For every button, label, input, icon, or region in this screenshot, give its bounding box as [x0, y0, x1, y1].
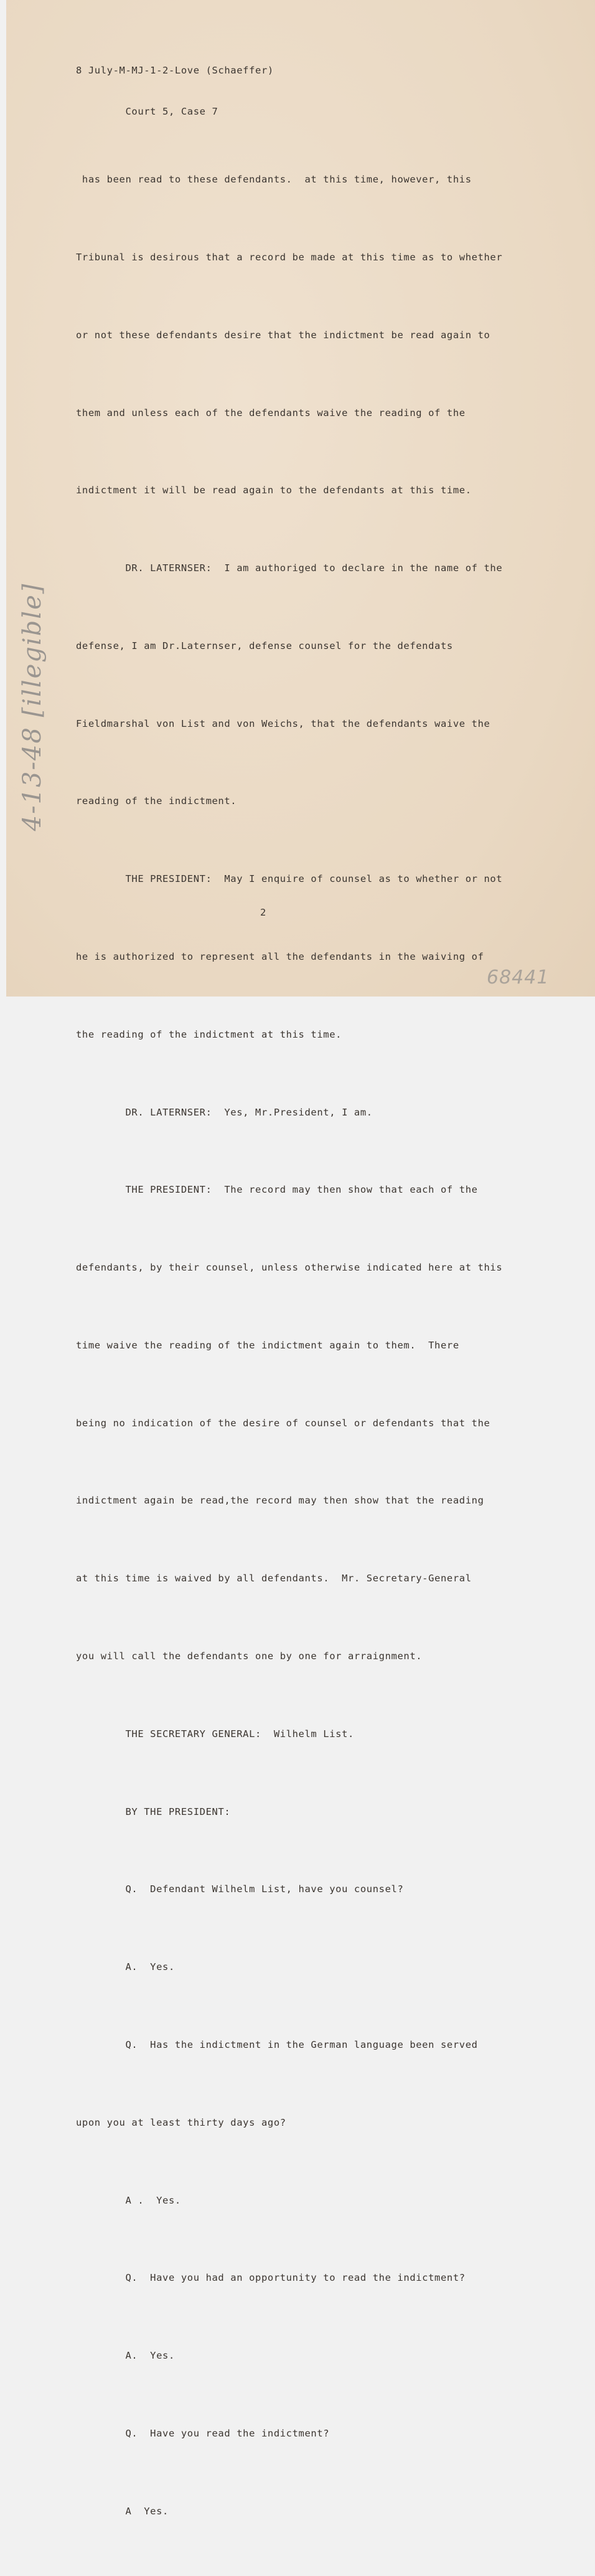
text-line: being no indication of the desire of counsel or defendants that the [76, 1417, 490, 1429]
text-line: reading of the indictment. [76, 795, 237, 807]
text-line: BY THE PRESIDENT: [76, 1806, 231, 1817]
text-line: A. Yes. [76, 2350, 175, 2362]
text-line: DR. LATERNSER: I am authoriged to declare in the name of the [76, 562, 503, 574]
text-line: or not these defendants desire that the indictment be read again to [76, 329, 490, 341]
text-line: Q. Defendant Wilhelm List, have you counsel? [76, 1883, 404, 1895]
text-line: the reading of the indictment at this time. [76, 1028, 342, 1040]
archive-stamp-number: 68441 [487, 967, 550, 988]
text-line: THE PRESIDENT: The record may then show that each of the [76, 1184, 478, 1196]
text-line: at this time is waived by all defendants. Mr. Secretary-General [76, 1573, 472, 1584]
text-line: time waive the reading of the indictment again to them. There [76, 1339, 459, 1351]
transcript-body [76, 115, 502, 2576]
text-line: indictment again be read,the record may then show that the reading [76, 1495, 484, 1507]
text-line: has been read to these defendants. at this time, however, this [76, 174, 472, 186]
handwritten-margin-note: 4-13-48 [illegible] [18, 582, 47, 831]
text-line: THE PRESIDENT: May I enquire of counsel as to whether or not [76, 873, 503, 885]
header-line-1: 8 July-M-MJ-1-2-Love (Schaeffer) [76, 65, 274, 76]
text-line: Tribunal is desirous that a record be made at this time as to whether [76, 251, 503, 263]
text-line: A. Yes. [76, 1961, 175, 1973]
header-line-2: Court 5, Case 7 [76, 106, 218, 117]
document-page [6, 0, 595, 2517]
text-line: upon you at least thirty days ago? [76, 2116, 286, 2128]
text-line: Q. Has the indictment in the German language been served [76, 2039, 478, 2050]
text-line: A Yes. [76, 2505, 169, 2517]
text-line: Q. Have you had an opportunity to read the indictment? [76, 2272, 466, 2284]
text-line: you will call the defendants one by one for arraignment. [76, 1650, 423, 1662]
text-line: he is authorized to represent all the defendants in the waiving of [76, 951, 484, 962]
text-line: them and unless each of the defendants waive the reading of the [76, 407, 466, 419]
text-line: A . Yes. [76, 2194, 181, 2206]
text-line: Fieldmarshal von List and von Weichs, that the defendants waive the [76, 717, 490, 729]
page-number: 2 [260, 907, 266, 918]
text-line: defense, I am Dr.Laternser, defense counsel for the defendats [76, 640, 453, 651]
text-line: defendants, by their counsel, unless otherwise indicated here at this [76, 1262, 503, 1274]
text-line: indictment it will be read again to the defendants at this time. [76, 485, 472, 496]
text-line: Q. Have you read the indictment? [76, 2427, 330, 2439]
text-line: DR. LATERNSER: Yes, Mr.President, I am. [76, 1106, 373, 1118]
text-line: THE SECRETARY GENERAL: Wilhelm List. [76, 1728, 354, 1740]
